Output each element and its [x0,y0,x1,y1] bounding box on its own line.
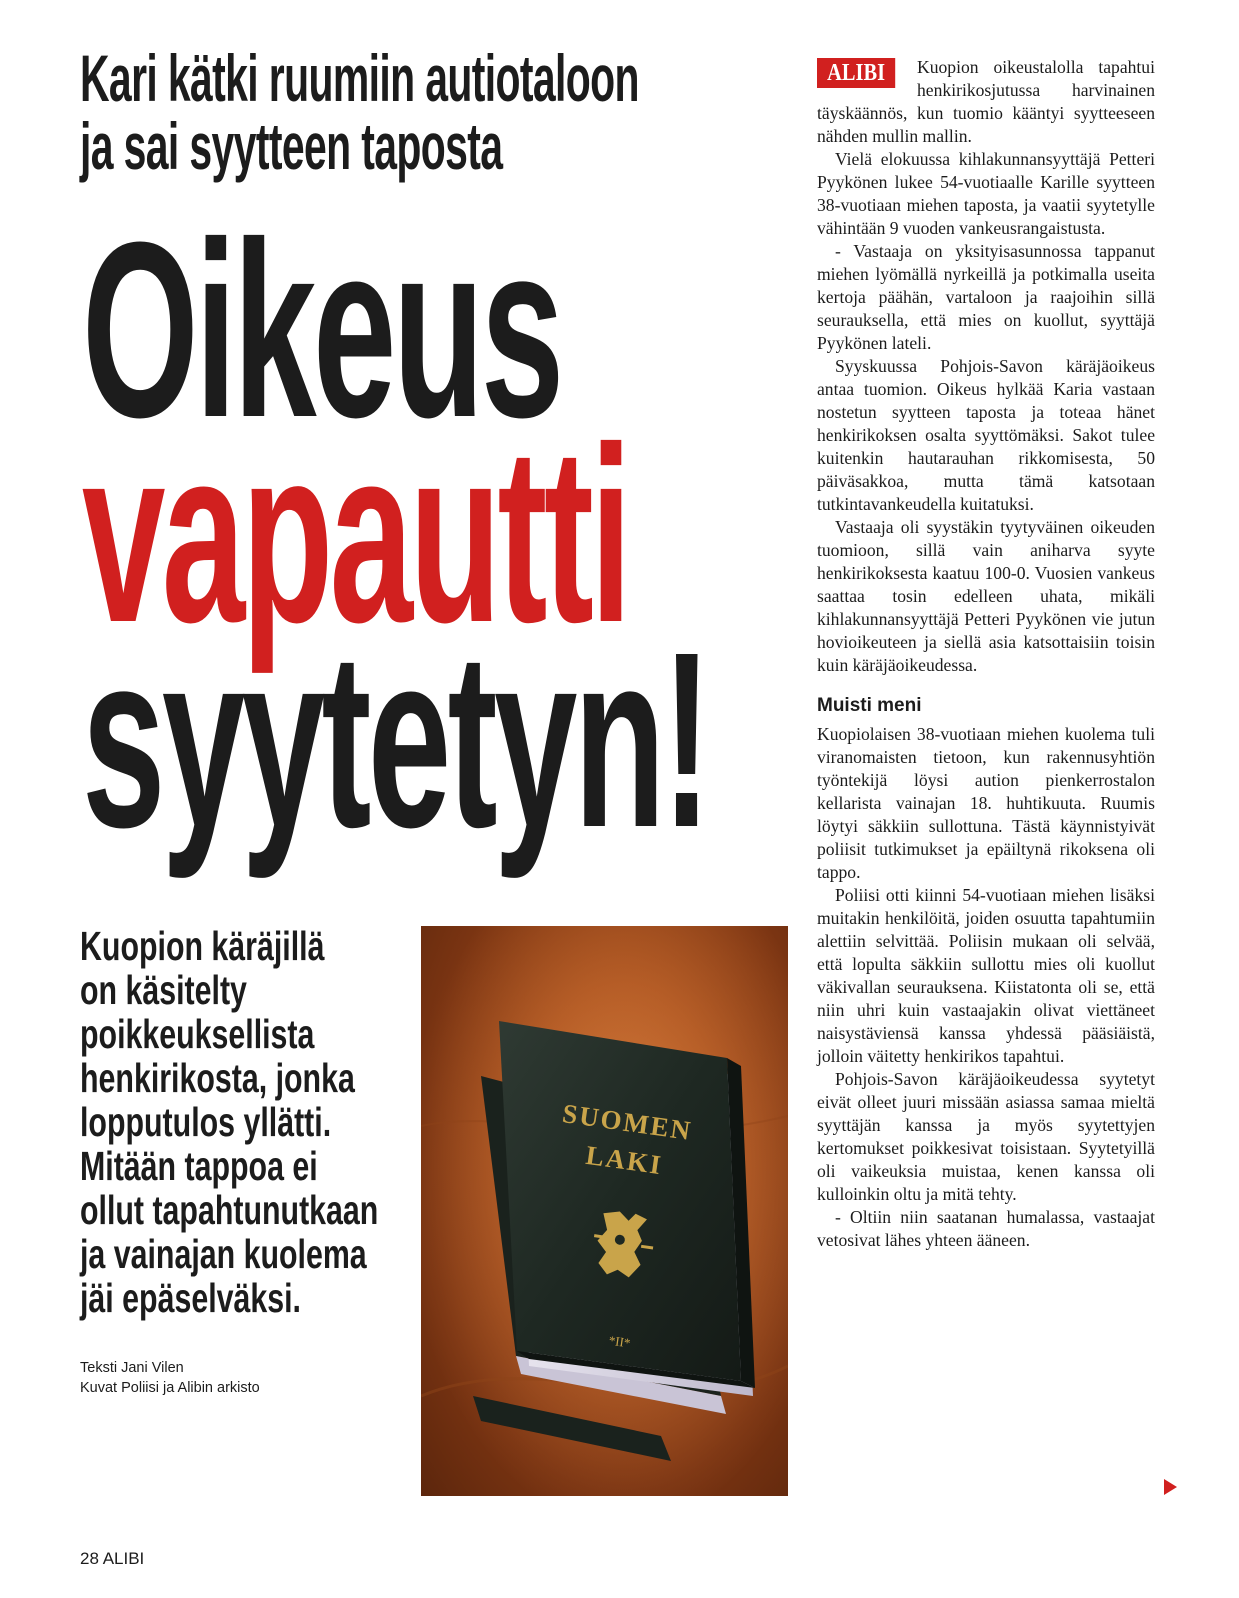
kicker-line-1: Kari kätki ruumiin autiotaloon [80,41,639,115]
law-book-photo [421,926,788,1496]
kicker-line-2: ja sai syytteen taposta [80,109,503,183]
lead-line: ja vainajan kuolema [80,1231,367,1277]
lead-line: jäi epäselväksi. [80,1275,301,1321]
article-paragraph-4: Syyskuussa Pohjois-Savon käräjäoikeus antaa tuomion. Oikeus hylkää Karia vastaan nostetun syytteen taposta ja toteaa hänet henkirikoksen osalta syyttömäksi. Sakot tulee kuitenkin hautarauhan rikkomisesta, 50 päiväsakkoa, mutta tämä katsotaan tutkintavankeudella kuitatuksi. [817,356,1155,514]
book-volume: *II* [607,1332,632,1351]
headline-line-1: Oikeus [82,190,561,469]
lead-line: lopputulos yllätti. [80,1099,332,1145]
lead-line: on käsitelty [80,967,247,1013]
book-title-line-1: SUOMEN [560,1098,694,1147]
lead-line: poikkeuksellista [80,1011,315,1057]
article-paragraph-7: Poliisi otti kiinni 54-vuotiaan miehen lisäksi muitakin henkilöitä, joiden osuutta tapahtumiin alettiin selvittää. Poliisin mukaan oli selvää, että lopulta säkkiin sullottu mies oli kuollut väkivallan seurauksena. Kiistatonta oli se, että niin uhri kuin vastaajakin olivat viettäneet naisystäviensä kanssa yhdessä pääsiäistä, jolloin väitetty henkirikos tapahtui. [817,885,1155,1066]
section-subhead: Muisti meni [817,695,922,716]
lead-line: Kuopion käräjillä [80,923,325,969]
byline-photos: Kuvat Poliisi ja Alibin arkisto [80,1380,260,1396]
article-body [817,56,1155,1252]
law-book-illustration [421,926,788,1496]
article-paragraph-1: ALIBI Kuopion oikeustalolla tapahtui henkirikosjutussa harvinainen täyskäännös, kun tuomio kääntyi syytteeseen nähden mullin mallin. [817,57,1155,146]
article-paragraph-8: Pohjois-Savon käräjäoikeudessa syytetyt eivät olleet juuri missään asiassa samaa mieltä syyttäjän kanssa ja myös syytettyjen kertomukset poikkesivat toisistaan. Syytetyillä oli vaikeuksia muistaa, kenen kanssa oli kulloinkin oltu ja mitä tehty. [817,1069,1155,1204]
book-title-line-2: LAKI [584,1139,665,1181]
lead-paragraph [80,924,378,1320]
headline-line-3: syytetyn! [82,600,709,879]
article-paragraph-3: - Vastaaja on yksityisasunnossa tappanut miehen lyömällä nyrkeillä ja potkimalla useita kertoja päähän, vartaloon ja raajoihin sillä seurauksella, että mies on kuollut, syyttäjä Pyykönen lateli. [817,241,1155,353]
article-paragraph-9: - Oltiin niin saatanan humalassa, vastaajat vetosivat lähes yhteen ääneen. [817,1207,1155,1250]
continue-arrow-icon [1164,1479,1177,1495]
kicker-headline [80,41,639,183]
byline-text: Teksti Jani Vilen [80,1360,184,1376]
alibi-badge: ALIBI [817,58,895,88]
lead-line: Mitään tappoa ei [80,1143,318,1189]
lead-line: ollut tapahtunutkaan [80,1187,379,1233]
byline [80,1358,260,1398]
lead-line: henkirikosta, jonka [80,1055,355,1101]
page-number: 28 ALIBI [80,1549,145,1568]
headline-line-2: vapautti [82,395,629,674]
article-paragraph-6: Kuopiolaisen 38-vuotiaan miehen kuolema tuli viranomaisten tietoon, kun rakennusyhtiön työntekijä löysi aution pienkerrostalon kellarista vainajan 18. huhtikuuta. Ruumis löytyi säkkiin sullottuna. Tästä käynnistyivät poliisit tutkimukset ja epäiltynä rikoksena oli tappo. [817,724,1155,882]
article-paragraph-2: Vielä elokuussa kihlakunnansyyttäjä Petteri Pyykönen lukee 54-vuotiaalle Karille syytteen 38-vuotiaan miehen taposta, ja vaatii syytetylle vähintään 9 vuoden vankeusrangaistusta. [817,149,1155,238]
article-paragraph-5: Vastaaja oli syystäkin tyytyväinen oikeuden tuomioon, sillä vain aniharva syyte henkirikoksesta kaatuu 100-0. Vuosien vankeus saattaa tosin edelleen uhata, mikäli kihlakunnansyyttäjä Petteri Pyykönen vie jutun hovioikeuteen ja siellä asia katsottaisiin toisin kuin käräjäoikeudessa. [817,517,1155,675]
